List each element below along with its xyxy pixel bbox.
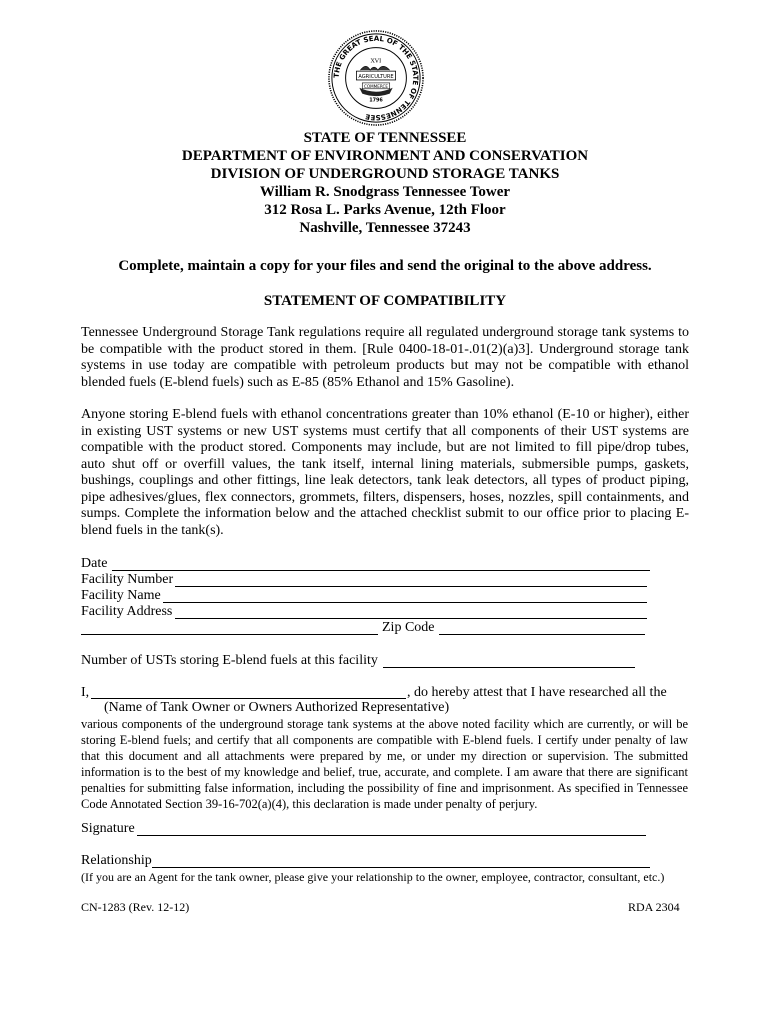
signature-field[interactable] [137,835,646,836]
facility-number-field[interactable] [175,586,647,587]
address-line-2-field[interactable] [81,634,378,635]
zip-code-label: Zip Code [382,620,435,635]
signature-label: Signature [81,821,135,836]
date-label: Date [81,556,108,571]
attest-prefix: I, [81,685,90,700]
form-number: CN-1283 (Rev. 12-12) [81,900,190,914]
attestation-body: various components of the underground storage tank systems at the above noted facility which are currently, or will be storing E-blend fuels; and certify that all components are compatible with E-blend fuels. I certify under penalty of law that this document and all attachments were prepared by me, or under my direction or supervision. The submitted information is to the best of my knowledge and belief, true, accurate, and complete. I am aware that there are significant penalties for submitting false information, including the possibility of fine and imprisonment. As specified in Tennessee Code Annotated Section 39-16-702(a)(4), this declaration is made under penalty of perjury. [81,717,688,811]
document-title: STATEMENT OF COMPATIBILITY [263,293,507,309]
division-heading: DIVISION OF UNDERGROUND STORAGE TANKS [210,166,560,182]
seal-commerce-text: COMMERCE [364,83,388,89]
state-heading: STATE OF TENNESSEE [303,130,467,146]
relationship-field[interactable] [152,867,650,868]
seal-outer-text: THE GREAT SEAL OF THE STATE OF TENNESSEE [331,33,421,123]
certification-requirement-paragraph: Anyone storing E-blend fuels with ethanol concentrations greater than 10% ethanol (E-10 or higher), either in existing UST systems or new UST systems must certify that all components of their UST systems are compatible with the product stored. Components may include, but are not limited to fill pipe/drop tubes, auto shut off or overfill values, the tank itself, internal lining materials, submersible pumps, gaskets, bushings, couplings and other fittings, line leak detectors, tank leak detectors, all types of product piping, pipe adhesives/glues, flex connectors, grommets, filters, dispensers, hoses, nozzles, spill containments, and sumps. Complete the information below and the attached checklist submit to our office prior to placing E-blend fuels in the tank(s). [81,407,689,538]
facility-name-field[interactable] [163,602,647,603]
department-heading: DEPARTMENT OF ENVIRONMENT AND CONSERVATION [181,148,589,164]
facility-name-label: Facility Name [81,588,161,603]
relationship-note: (If you are an Agent for the tank owner, please give your relationship to the owner, employee, contractor, consultant, etc.) [81,870,665,884]
facility-number-label: Facility Number [81,572,174,587]
seal-year: 1796 [369,97,383,104]
regulation-paragraph: Tennessee Underground Storage Tank regulations require all regulated underground storage tank systems to be compatible with the product stored in them. [Rule 0400-18-01-.01(2)(a)3]. Underground storage tank systems in use today are compatible with petroleum products but may not be compatible with ethanol blended fuels (E-blend fuels) such as E-85 (85% Ethanol and 15% Gasoline). [81,325,689,390]
street-address: 312 Rosa L. Parks Avenue, 12th Floor [264,202,506,218]
facility-address-field[interactable] [175,618,647,619]
owner-name-caption: (Name of Tank Owner or Owners Authorized Representative) [104,700,450,715]
rda-number: RDA 2304 [628,900,680,914]
date-field[interactable] [112,570,650,571]
owner-name-field[interactable] [91,698,406,699]
tennessee-state-seal [327,29,425,127]
instruction-text: Complete, maintain a copy for your files and send the original to the above address. [118,258,652,274]
seal-agriculture-text: AGRICULTURE [358,74,394,80]
usts-count-field[interactable] [383,667,635,668]
relationship-label: Relationship [81,853,152,868]
usts-count-label: Number of USTs storing E-blend fuels at this facility [81,653,378,668]
zip-code-field[interactable] [439,634,645,635]
building-name: William R. Snodgrass Tennessee Tower [259,184,511,200]
attest-suffix: , do hereby attest that I have researched all the [407,685,667,700]
facility-address-label: Facility Address [81,604,173,619]
seal-numeral: XVI [370,58,382,65]
city-state-zip: Nashville, Tennessee 37243 [299,220,471,236]
